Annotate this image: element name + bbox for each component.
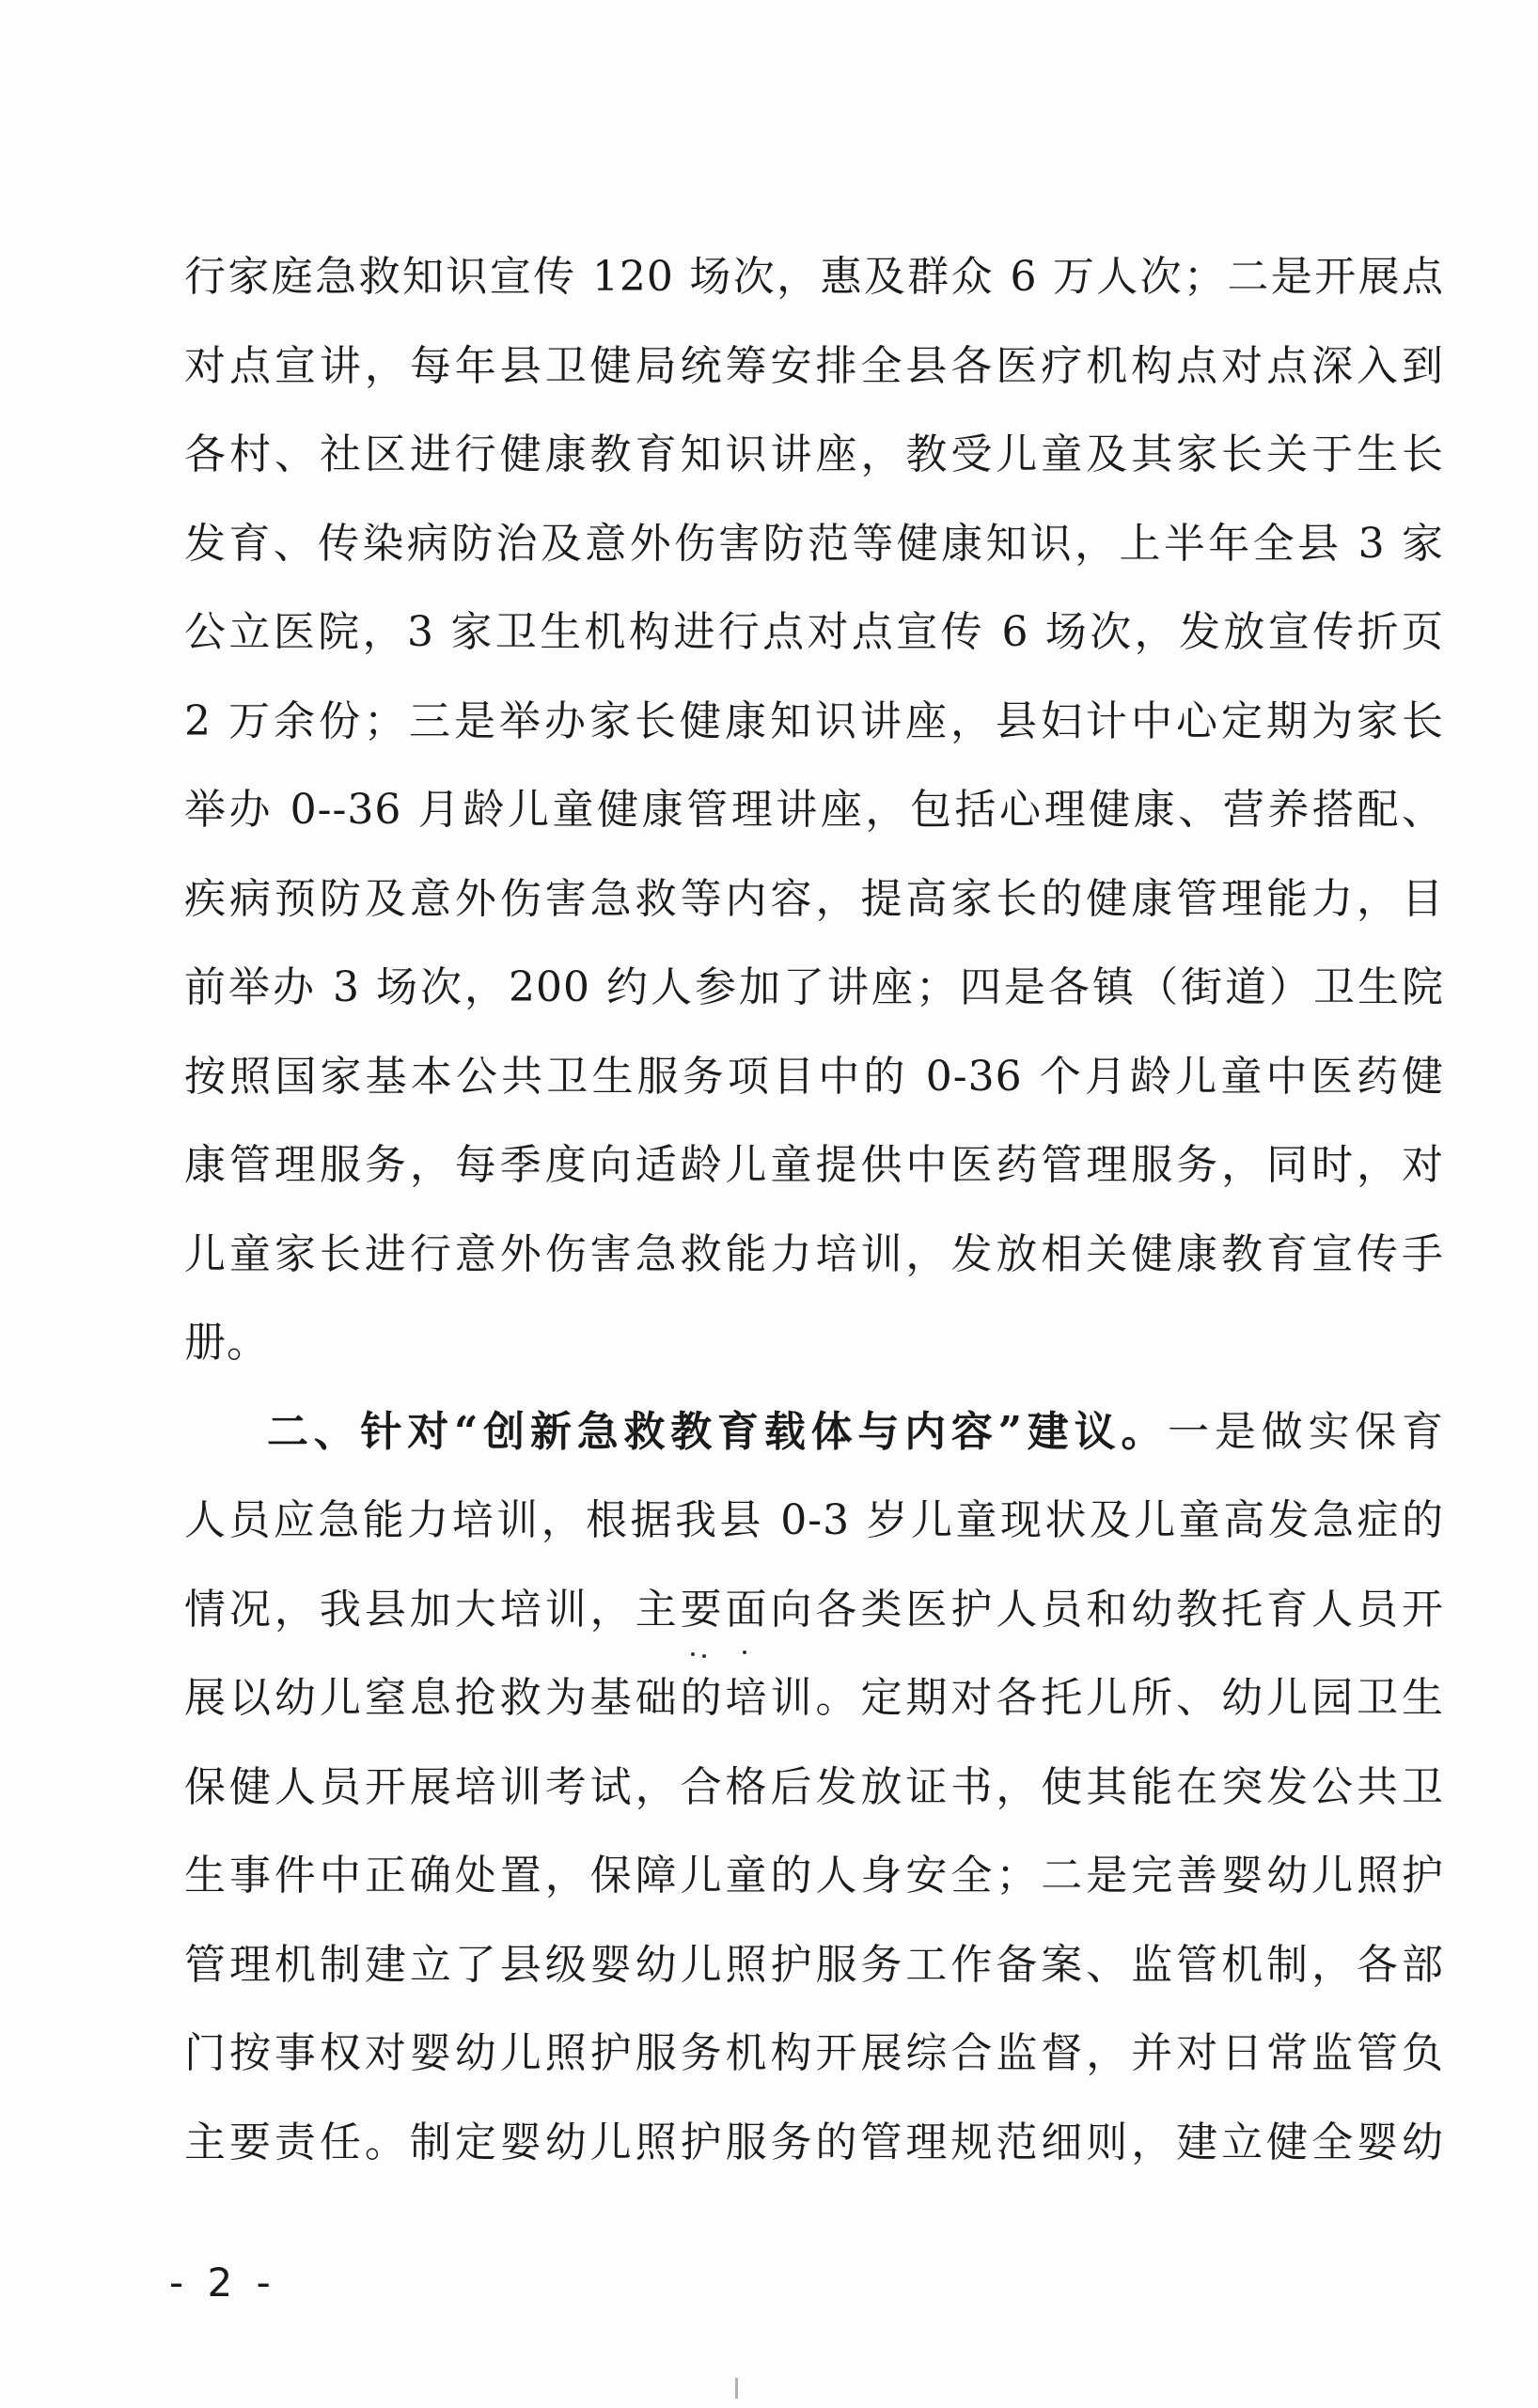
scan-speck — [691, 1652, 695, 1656]
paragraph-1-line: 发育、传染病防治及意外伤害防范等健康知识，上半年全县 3 家 — [184, 519, 1444, 568]
paragraph-2-line: 保健人员开展培训考试，合格后发放证书，使其能在突发公共卫 — [184, 1762, 1444, 1811]
paragraph-1-line: 举办 0--36 月龄儿童健康管理讲座，包括心理健康、营养搭配、 — [184, 786, 1444, 834]
page-number: - 2 - — [169, 2259, 276, 2306]
paragraph-2-line: 管理机制建立了县级婴幼儿照护服务工作备案、监管机制，各部 — [184, 1940, 1444, 1989]
paragraph-1-line: 对点宣讲，每年县卫健局统筹安排全县各医疗机构点对点深入到 — [184, 341, 1444, 390]
paragraph-2-first-line — [184, 1388, 1444, 1478]
paragraph-1-line: 行家庭急救知识宣传 120 场次，惠及群众 6 万人次；二是开展点 — [184, 253, 1444, 301]
paragraph-2-line: 人员应急能力培训，根据我县 0-3 岁儿童现状及儿童高发急症的 — [184, 1496, 1444, 1544]
paragraph-2-line: 生事件中正确处置，保障儿童的人身安全；二是完善婴幼儿照护 — [184, 1852, 1444, 1900]
scan-speck — [743, 1650, 746, 1654]
paragraph-1-line: 前举办 3 场次，200 约人参加了讲座；四是各镇（街道）卫生院 — [184, 963, 1444, 1011]
scan-speck — [702, 1654, 706, 1658]
paragraph-1-line: 康管理服务，每季度向适龄儿童提供中医药管理服务，同时，对 — [184, 1141, 1444, 1189]
section-heading: 二、针对“创新急救教育载体与内容”建议。 — [267, 1407, 1169, 1456]
paragraph-2-line: 情况，我县加大培训，主要面向各类医护人员和幼教托育人员开 — [184, 1585, 1444, 1634]
paragraph-1-line: 按照国家基本公共卫生服务项目中的 0-36 个月龄儿童中医药健 — [184, 1052, 1444, 1101]
paragraph-1-line: 册。 — [184, 1319, 269, 1367]
scan-mark — [735, 2378, 738, 2399]
paragraph-1-line: 2 万余份；三是举办家长健康知识讲座，县妇计中心定期为家长 — [184, 696, 1444, 745]
paragraph-1-line: 疾病预防及意外伤害急救等内容，提高家长的健康管理能力，目 — [184, 874, 1444, 923]
paragraph-2-line: 展以幼儿窒息抢救为基础的培训。定期对各托儿所、幼儿园卫生 — [184, 1674, 1444, 1722]
paragraph-1-line: 各村、社区进行健康教育知识讲座，教受儿童及其家长关于生长 — [184, 430, 1444, 478]
paragraph-2-line: 主要责任。制定婴幼儿照护服务的管理规范细则，建立健全婴幼 — [184, 2118, 1444, 2166]
paragraph-2-first-rest: 一是做实保育 — [1168, 1407, 1444, 1456]
body-text — [184, 233, 1444, 2187]
paragraph-1-line: 儿童家长进行意外伤害急救能力培训，发放相关健康教育宣传手 — [184, 1229, 1444, 1278]
paragraph-1-line: 公立医院，3 家卫生机构进行点对点宣传 6 场次，发放宣传折页 — [184, 608, 1444, 656]
paragraph-2-line: 门按事权对婴幼儿照护服务机构开展综合监督，并对日常监管负 — [184, 2029, 1444, 2077]
